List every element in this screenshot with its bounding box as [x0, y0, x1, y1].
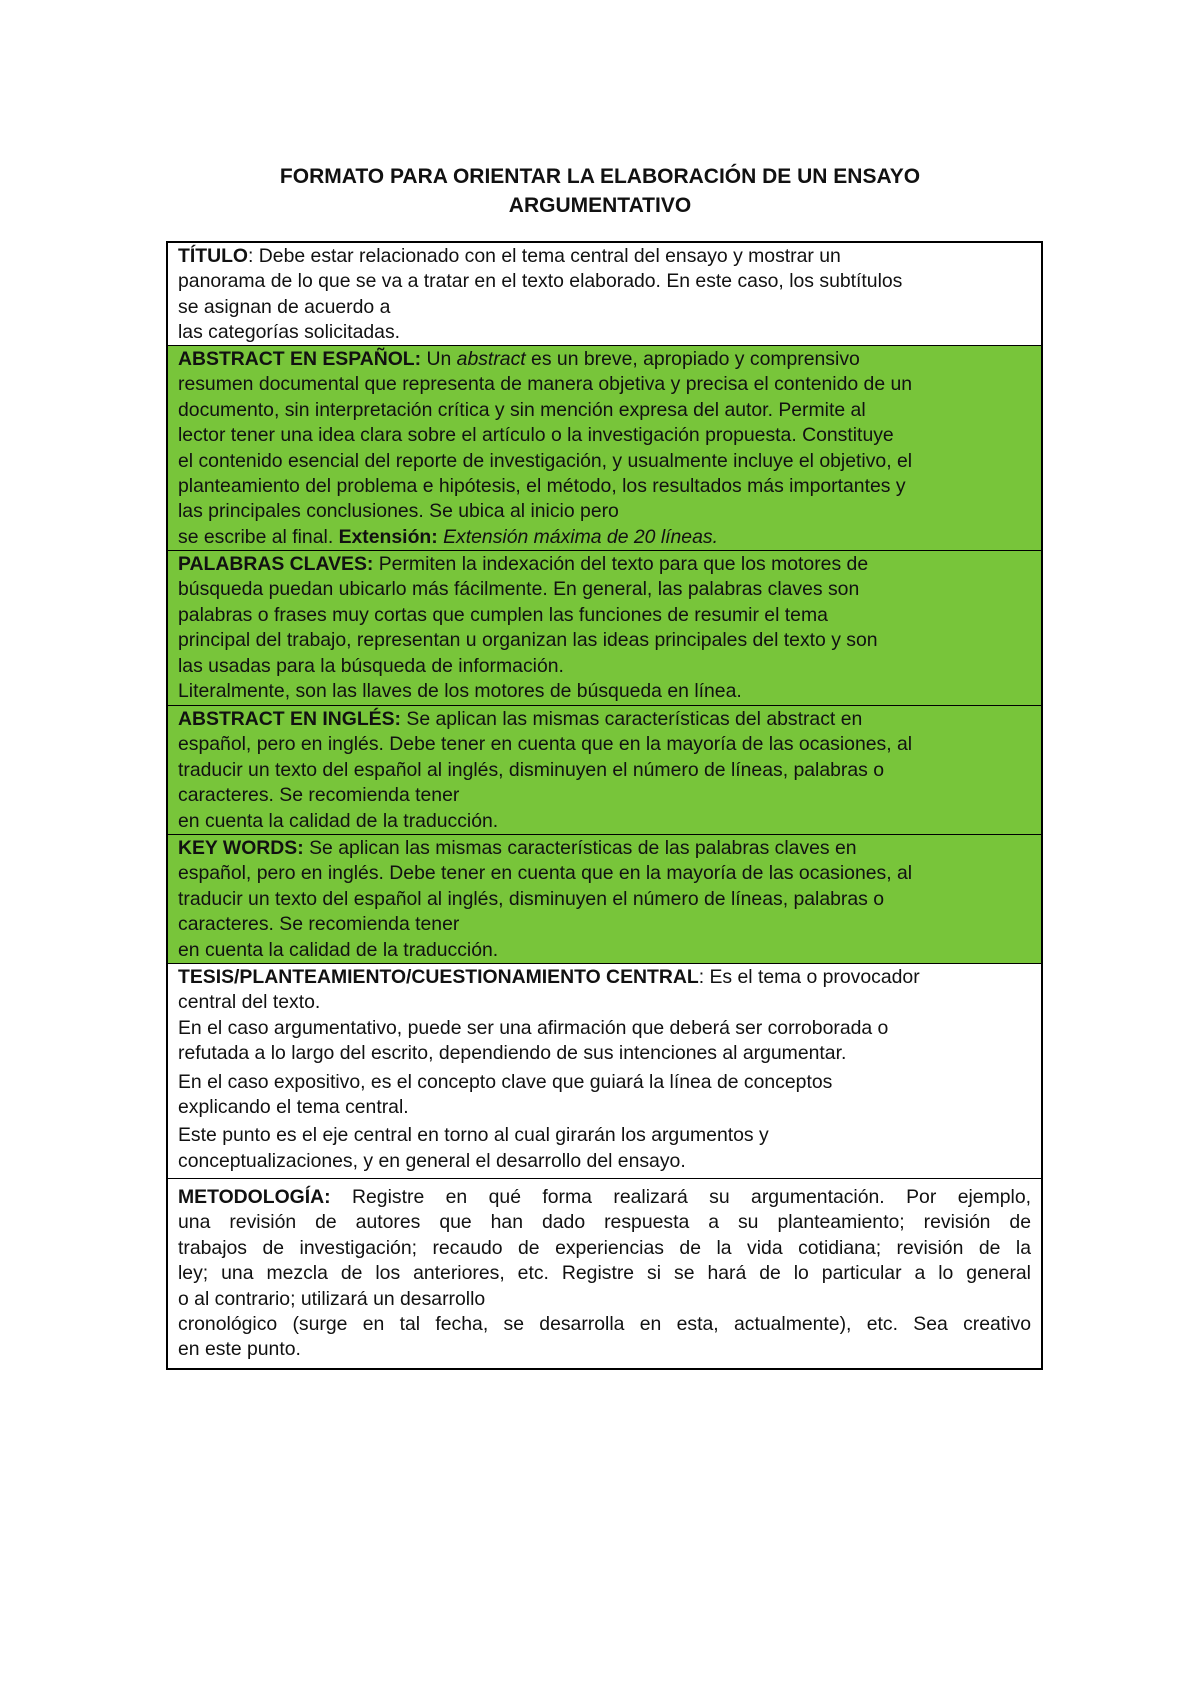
palabras-line: PALABRAS CLAVES: Permiten la indexación del texto para que los motores de — [178, 553, 869, 575]
tesis-label: TESIS/PLANTEAMIENTO/CUESTIONAMIENTO CENTRAL — [178, 966, 699, 988]
metodologia-line: cronológico (surge en tal fecha, se desarrolla en esta, actualmente), etc. Sea creativo — [178, 1313, 1031, 1336]
tesis-line: explicando el tema central. — [178, 1096, 409, 1119]
row-abstract-espanol — [168, 345, 1041, 550]
metodologia-line: ley; una mezcla de los anteriores, etc. Registre si se hará de lo particular a lo general — [178, 1262, 1031, 1285]
extension-value: Extensión máxima de 20 líneas. — [437, 525, 718, 548]
extension-label: Extensión: — [338, 525, 438, 548]
key-words-line: en cuenta la calidad de la traducción. — [178, 938, 499, 961]
abstract-en-line: traducir un texto del español al inglés, disminuyen el número de líneas, palabras o — [178, 758, 885, 781]
abstract-es-line: las principales conclusiones. Se ubica al inicio pero — [178, 500, 619, 523]
abstract-es-line: ABSTRACT EN ESPAÑOL: Un abstract es un breve, apropiado y comprensivo — [178, 348, 860, 370]
metodologia-label: METODOLOGÍA: — [178, 1186, 331, 1208]
tesis-line: Este punto es el eje central en torno al cual girarán los argumentos y — [178, 1124, 769, 1147]
palabras-line: búsqueda puedan ubicarlo más fácilmente. En general, las palabras claves son — [178, 578, 860, 601]
row-tesis — [168, 963, 1041, 1178]
tesis-line: En el caso argumentativo, puede ser una afirmación que deberá ser corroborada o — [178, 1016, 889, 1039]
titulo-line: las categorías solicitadas. — [178, 321, 401, 344]
abstract-es-line: se escribe al final. Extensión: Extensión máxima de 20 líneas. — [178, 525, 718, 548]
metodologia-line: o al contrario; utilizará un desarrollo — [178, 1287, 486, 1310]
row-titulo — [168, 243, 1041, 345]
abstract-es-line: el contenido esencial del reporte de investigación, y usualmente incluye el objetivo, el — [178, 449, 913, 472]
key-words-label: KEY WORDS: — [178, 837, 304, 859]
palabras-line: las usadas para la búsqueda de información. — [178, 654, 564, 677]
abstract-es-line: lector tener una idea clara sobre el artículo o la investigación propuesta. Constituye — [178, 424, 894, 447]
key-words-line: caracteres. Se recomienda tener — [178, 913, 460, 936]
palabras-claves-label: PALABRAS CLAVES: — [178, 553, 374, 575]
tesis-line: TESIS/PLANTEAMIENTO/CUESTIONAMIENTO CENTRAL: Es el tema o provocador — [178, 966, 920, 988]
abstract-en-line: ABSTRACT EN INGLÉS: Se aplican las mismas características del abstract en — [178, 708, 863, 730]
abstract-es-line: planteamiento del problema e hipótesis, el método, los resultados más importantes y — [178, 475, 906, 498]
titulo-line: se asignan de acuerdo a — [178, 295, 391, 318]
abstract-en-line: caracteres. Se recomienda tener — [178, 784, 460, 807]
abstract-es-line: documento, sin interpretación crítica y sin mención expresa del autor. Permite al — [178, 398, 866, 421]
palabras-line: palabras o frases muy cortas que cumplen las funciones de resumir el tema — [178, 603, 828, 626]
tesis-line: central del texto. — [178, 991, 321, 1014]
palabras-line: principal del trabajo, representan u organizan las ideas principales del texto y son — [178, 629, 878, 652]
tesis-line: conceptualizaciones, y en general el desarrollo del ensayo. — [178, 1149, 686, 1172]
row-key-words — [168, 834, 1041, 963]
document-title — [160, 162, 1040, 220]
key-words-line: español, pero en inglés. Debe tener en cuenta que en la mayoría de las ocasiones, al — [178, 862, 913, 885]
tesis-line: refutada a lo largo del escrito, dependiendo de sus intenciones al argumentar. — [178, 1042, 847, 1065]
key-words-line: traducir un texto del español al inglés, disminuyen el número de líneas, palabras o — [178, 887, 885, 910]
row-abstract-ingles — [168, 705, 1041, 834]
metodologia-line: una revisión de autores que han dado respuesta a su planteamiento; revisión de — [178, 1211, 1031, 1234]
row-metodologia — [168, 1178, 1041, 1368]
row-palabras-claves — [168, 550, 1041, 705]
metodologia-line: en este punto. — [178, 1338, 301, 1361]
title-line-1: FORMATO PARA ORIENTAR LA ELABORACIÓN DE UN ENSAYO — [279, 165, 921, 188]
metodologia-line: trabajos de investigación; recaudo de experiencias de la vida cotidiana; revisión de la — [178, 1236, 1031, 1259]
abstract-en-line: en cuenta la calidad de la traducción. — [178, 809, 499, 832]
key-words-line: KEY WORDS: Se aplican las mismas características de las palabras claves en — [178, 837, 857, 859]
abstract-en-label: ABSTRACT EN INGLÉS: — [178, 708, 401, 730]
titulo-line: TÍTULO: Debe estar relacionado con el tema central del ensayo y mostrar un — [178, 245, 841, 267]
format-table — [166, 241, 1043, 1370]
metodologia-line: METODOLOGÍA: Registre en qué forma realizará su argumentación. Por ejemplo, — [178, 1186, 1031, 1208]
abstract-es-label: ABSTRACT EN ESPAÑOL: — [178, 348, 422, 370]
palabras-line: Literalmente, son las llaves de los motores de búsqueda en línea. — [178, 680, 742, 703]
titulo-line: panorama de lo que se va a tratar en el texto elaborado. En este caso, los subtítulos — [178, 270, 903, 293]
abstract-en-line: español, pero en inglés. Debe tener en cuenta que en la mayoría de las ocasiones, al — [178, 733, 913, 756]
tesis-line: En el caso expositivo, es el concepto clave que guiará la línea de conceptos — [178, 1070, 833, 1093]
title-line-2: ARGUMENTATIVO — [508, 194, 692, 217]
titulo-label: TÍTULO — [178, 245, 249, 267]
abstract-es-line: resumen documental que representa de manera objetiva y precisa el contenido de un — [178, 373, 913, 396]
